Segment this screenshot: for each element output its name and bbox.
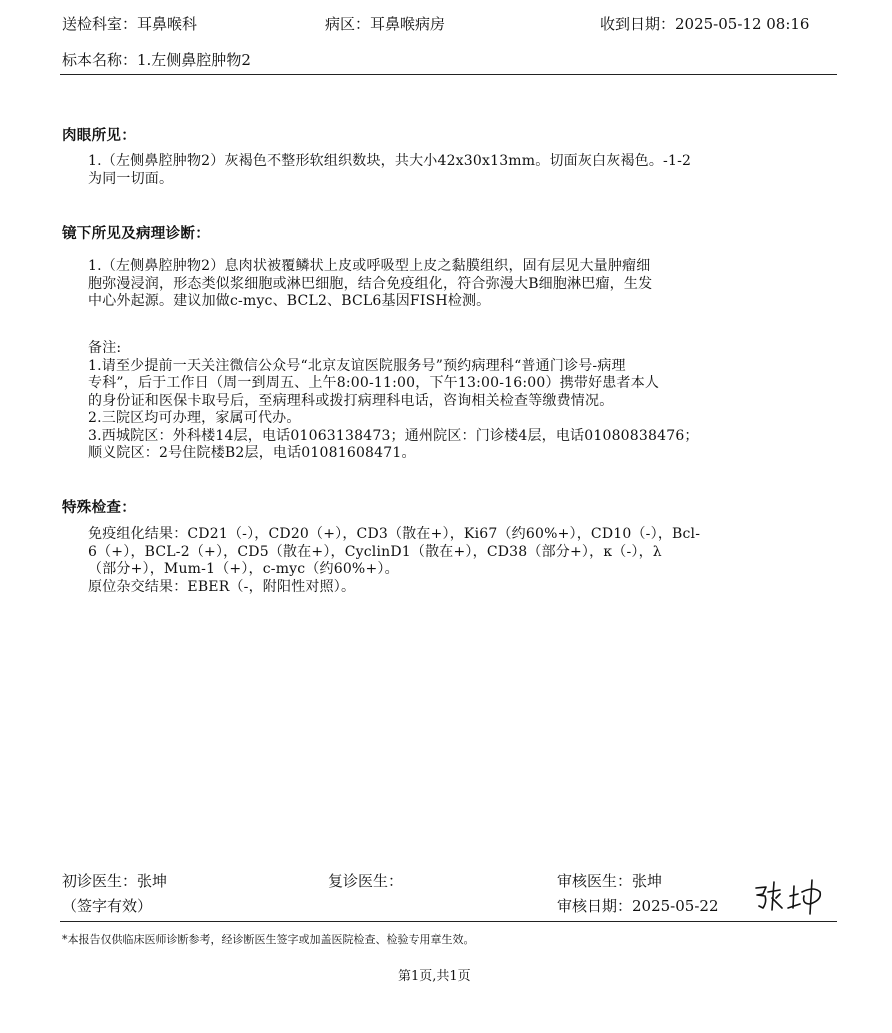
notes-line: 1.请至少提前一天关注微信公众号“北京友谊医院服务号”预约病理科“普通门诊号-病理 [88, 357, 626, 374]
diagnosis-line: 胞弥漫浸润，形态类似浆细胞或淋巴细胞，结合免疫组化，符合弥漫大B细胞淋巴瘤，生发 [88, 275, 653, 292]
audit-date-field: 审核日期：2025-05-22 [557, 897, 719, 915]
header-divider [60, 74, 837, 75]
gross-description [88, 153, 828, 188]
notes-line: 顺义院区：2号住院楼B2层，电话01081608471。 [88, 445, 416, 461]
diagnosis-line: 中心外起源。建议加做c-myc、BCL2、BCL6基因FISH检测。 [88, 293, 491, 309]
notes-line: 3.西城院区：外科楼14层，电话01063138473；通州院区：门诊楼4层，电话01080838476； [88, 427, 699, 444]
diagnosis-line: 1.（左侧鼻腔肿物2）息肉状被覆鳞状上皮或呼吸型上皮之黏膜组织，固有层见大量肿瘤细 [88, 258, 651, 274]
special-line: 免疫组化结果：CD21（-），CD20（+），CD3（散在+），Ki67（约60%+），CD10（-），Bcl- [88, 526, 701, 542]
gross-line: 1.（左侧鼻腔肿物2）灰褐色不整形软组织数块，共大小42x30x13mm。切面灰白灰褐色。-1-2 [88, 153, 692, 169]
received-date-field: 收到日期：2025-05-12 08:16 [600, 15, 810, 33]
notes-line: 备注: [88, 340, 122, 356]
signature-valid-note: （签字有效） [62, 897, 153, 915]
special-line: （部分+），Mum-1（+），c-myc（约60%+）。 [88, 561, 399, 577]
gross-line: 为同一切面。 [88, 170, 174, 187]
review-doctor-field: 复诊医生： [328, 872, 404, 890]
report-disclaimer: *本报告仅供临床医师诊断参考，经诊断医生签字或加盖医院检查、检验专用章生效。 [62, 933, 475, 946]
handwritten-signature [750, 878, 830, 916]
department-field: 送检科室：耳鼻喉科 [62, 15, 198, 33]
notes-line: 的身份证和医保卡取号后，至病理科或拨打病理科电话，咨询相关检查等缴费情况。 [88, 392, 614, 409]
audit-doctor-field: 审核医生：张坤 [557, 872, 663, 890]
diagnosis-section-title: 镜下所见及病理诊断： [62, 225, 210, 242]
special-line: 原位杂交结果：EBER（-，附阳性对照）。 [88, 578, 356, 595]
special-description [88, 526, 828, 596]
initial-doctor-field: 初诊医生：张坤 [62, 872, 168, 890]
diagnosis-description [88, 258, 828, 311]
ward-field: 病区：耳鼻喉病房 [325, 15, 446, 33]
special-line: 6（+），BCL-2（+），CD5（散在+），CyclinD1（散在+），CD38（部分+），κ（-），λ [88, 543, 662, 560]
special-section-title: 特殊检查： [62, 499, 136, 516]
page-indicator: 第1页,共1页 [398, 969, 471, 984]
notes-block [88, 340, 828, 463]
notes-line: 2.三院区均可办理，家属可代办。 [88, 410, 301, 426]
gross-section-title: 肉眼所见： [62, 127, 136, 144]
notes-line: 专科”，后于工作日（周一到周五、上午8:00-11:00，下午13:00-16:00）携带好患者本人 [88, 375, 660, 391]
footer-divider [60, 921, 837, 922]
specimen-name-field: 标本名称：1.左侧鼻腔肿物2 [62, 51, 251, 69]
